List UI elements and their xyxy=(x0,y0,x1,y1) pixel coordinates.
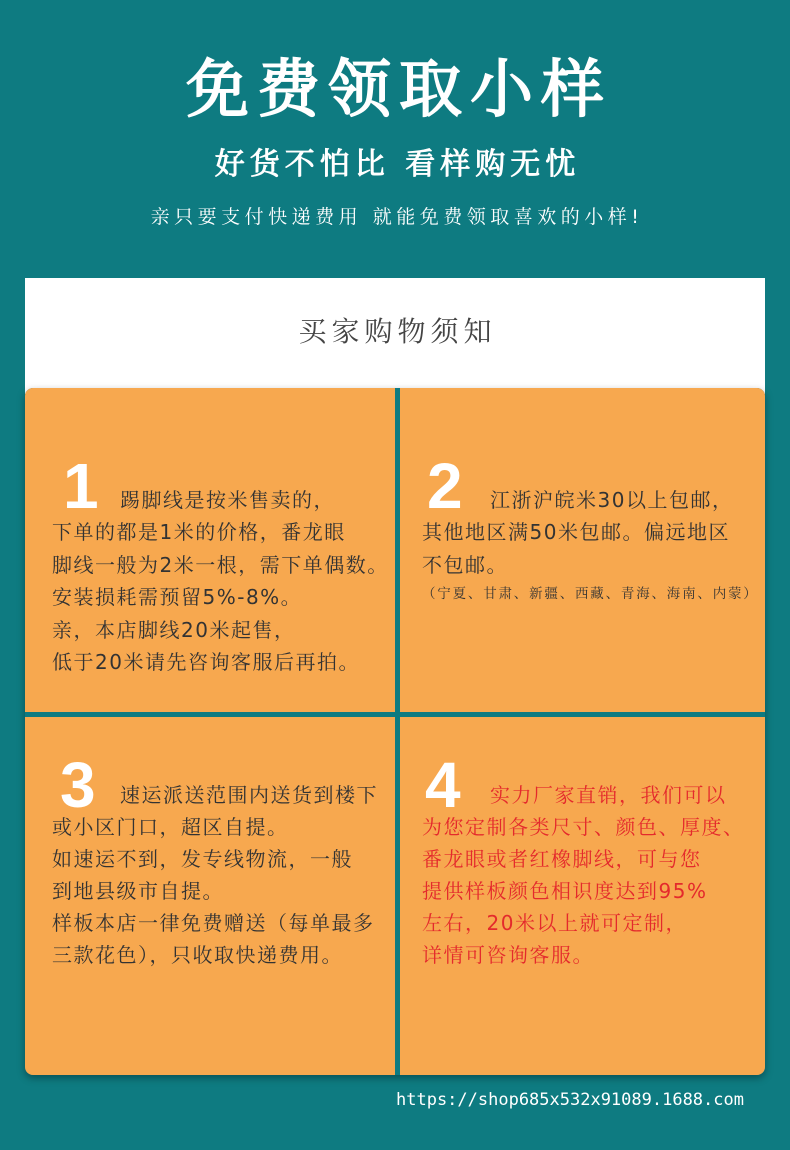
cell-text xyxy=(52,484,389,678)
cell-line: 低于20米请先咨询客服后再拍。 xyxy=(52,649,360,674)
cell-line: 详情可咨询客服。 xyxy=(422,943,594,967)
cell-line: 下单的都是1米的价格，番龙眼 xyxy=(52,520,346,545)
shop-url: https://shop685x532x91089.1688.com xyxy=(396,1090,744,1110)
cell-text xyxy=(422,484,759,607)
cell-line: 踢脚线是按米售卖的， xyxy=(120,488,335,512)
cell-line: 三款花色），只收取快递费用。 xyxy=(52,943,343,967)
notice-title: 买家购物须知 xyxy=(298,315,497,348)
cell-number: 4 xyxy=(425,749,461,821)
page-title: 免费领取小样 xyxy=(186,53,612,126)
notice-grid xyxy=(25,388,765,1075)
cell-line: 江浙沪皖米30以上包邮， xyxy=(490,488,734,512)
notice-cell-2 xyxy=(400,388,765,712)
page-subtitle: 好货不怕比 看样购无忧 xyxy=(214,147,581,182)
cell-note: （宁夏、甘肃、新疆、西藏、青海、海南、内蒙） xyxy=(422,586,759,603)
cell-text xyxy=(422,779,745,971)
cell-line: 左右，20米以上就可定制， xyxy=(422,911,687,935)
cell-number: 1 xyxy=(63,450,99,522)
cell-line: 脚线一般为2米一根，需下单偶数。 xyxy=(52,552,389,577)
cell-line: 或小区门口，超区自提。 xyxy=(52,815,289,839)
notice-cell-4 xyxy=(400,717,765,1075)
notice-cell-1 xyxy=(25,388,395,712)
notice-card xyxy=(25,278,765,394)
cell-line: 速运派送范围内送货到楼下 xyxy=(120,783,378,807)
cell-text xyxy=(52,779,378,971)
notice-cell-3 xyxy=(25,717,395,1075)
cell-line: 样板本店一律免费赠送（每单最多 xyxy=(52,911,375,935)
tagline: 亲只要支付快递费用 就能免费领取喜欢的小样! xyxy=(150,206,644,228)
cell-line: 安装损耗需预留5%-8%。 xyxy=(52,585,303,610)
cell-line: 实力厂家直销，我们可以 xyxy=(490,783,727,807)
cell-number: 2 xyxy=(427,450,463,522)
cell-line: 如速运不到，发专线物流，一般 xyxy=(52,847,353,871)
cell-line: 为您定制各类尺寸、颜色、厚度、 xyxy=(422,815,745,839)
cell-line: 不包邮。 xyxy=(422,552,508,577)
cell-line: 提供样板颜色相识度达到95% xyxy=(422,879,708,903)
cell-line: 到地县级市自提。 xyxy=(52,879,224,903)
cell-line: 亲，本店脚线20米起售， xyxy=(52,617,296,642)
cell-number: 3 xyxy=(60,749,96,821)
cell-line: 其他地区满50米包邮。偏远地区 xyxy=(422,520,730,545)
cell-line: 番龙眼或者红橡脚线，可与您 xyxy=(422,847,702,871)
